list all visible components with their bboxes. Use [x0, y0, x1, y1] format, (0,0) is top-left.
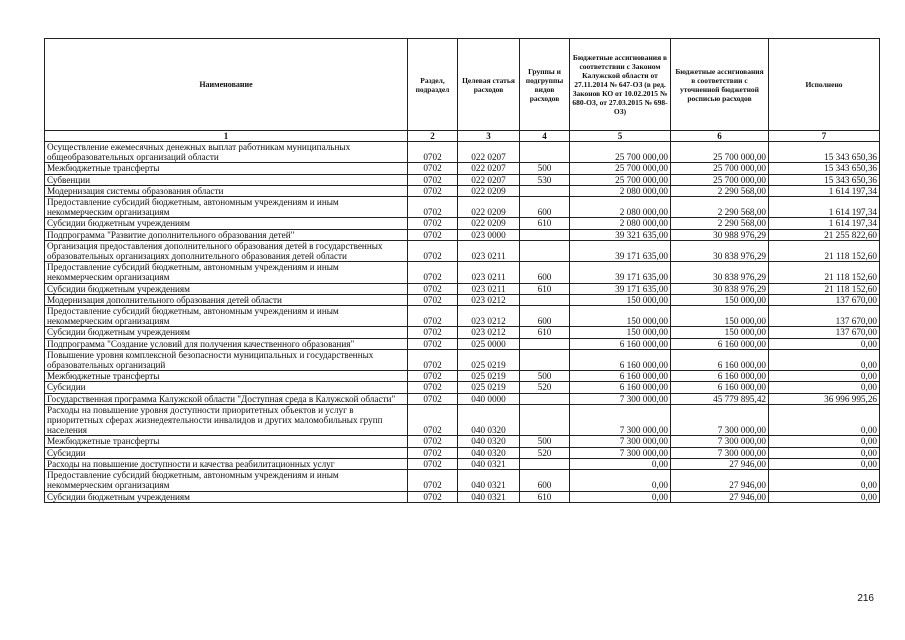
row-target: 040 0320 — [458, 404, 520, 436]
row-section: 0702 — [408, 470, 458, 491]
row-law-amount: 150 000,00 — [570, 327, 671, 338]
row-refined-amount: 25 700 000,00 — [671, 174, 769, 185]
row-executed-amount: 0,00 — [769, 491, 880, 502]
row-name: Предоставление субсидий бюджетным, автономным учреждениям и иным некоммерческим организациям — [45, 197, 408, 218]
row-section: 0702 — [408, 458, 458, 469]
row-refined-amount: 25 700 000,00 — [671, 163, 769, 174]
row-group: 500 — [520, 163, 570, 174]
row-executed-amount: 21 118 152,60 — [769, 283, 880, 294]
table-row — [45, 185, 880, 196]
row-target: 023 0211 — [458, 262, 520, 283]
row-refined-amount: 7 300 000,00 — [671, 436, 769, 447]
row-executed-amount: 0,00 — [769, 371, 880, 382]
table-row — [45, 174, 880, 185]
row-section: 0702 — [408, 218, 458, 229]
row-executed-amount: 0,00 — [769, 436, 880, 447]
row-executed-amount: 137 670,00 — [769, 306, 880, 327]
row-law-amount: 6 160 000,00 — [570, 349, 671, 370]
table-row — [45, 283, 880, 294]
column-number: 4 — [520, 131, 570, 142]
header-section: Раздел, подраздел — [408, 39, 458, 131]
row-law-amount: 0,00 — [570, 470, 671, 491]
row-law-amount: 6 160 000,00 — [570, 338, 671, 349]
row-section: 0702 — [408, 163, 458, 174]
table-row — [45, 218, 880, 229]
table-row — [45, 447, 880, 458]
row-target: 025 0219 — [458, 349, 520, 370]
row-executed-amount: 0,00 — [769, 470, 880, 491]
table-row — [45, 197, 880, 218]
table-row — [45, 306, 880, 327]
row-name: Межбюджетные трансферты — [45, 436, 408, 447]
row-group — [520, 349, 570, 370]
header-refined: Бюджетные ассигнования в соответствии с уточненной бюджетной росписью расходов — [671, 39, 769, 131]
table-row — [45, 262, 880, 283]
row-refined-amount: 150 000,00 — [671, 306, 769, 327]
table-row — [45, 338, 880, 349]
row-group: 520 — [520, 382, 570, 393]
row-law-amount: 2 080 000,00 — [570, 185, 671, 196]
row-target: 022 0207 — [458, 142, 520, 163]
table-row — [45, 491, 880, 502]
row-target: 040 0321 — [458, 470, 520, 491]
column-number: 2 — [408, 131, 458, 142]
row-group: 520 — [520, 447, 570, 458]
row-target: 022 0209 — [458, 197, 520, 218]
row-law-amount: 7 300 000,00 — [570, 436, 671, 447]
row-law-amount: 2 080 000,00 — [570, 218, 671, 229]
row-group — [520, 404, 570, 436]
row-refined-amount: 6 160 000,00 — [671, 349, 769, 370]
row-section: 0702 — [408, 436, 458, 447]
column-number: 5 — [570, 131, 671, 142]
row-target: 022 0207 — [458, 174, 520, 185]
row-law-amount: 150 000,00 — [570, 306, 671, 327]
row-name: Субсидии бюджетным учреждениям — [45, 327, 408, 338]
row-refined-amount: 27 946,00 — [671, 470, 769, 491]
row-name: Организация предоставления дополнительного образования детей в государственных образовательных организациях дополнительного образования детей области — [45, 240, 408, 261]
row-group — [520, 142, 570, 163]
column-number: 7 — [769, 131, 880, 142]
row-executed-amount: 0,00 — [769, 382, 880, 393]
row-section: 0702 — [408, 371, 458, 382]
row-section: 0702 — [408, 491, 458, 502]
budget-table-sheet — [44, 38, 879, 503]
column-number: 3 — [458, 131, 520, 142]
row-executed-amount: 137 670,00 — [769, 327, 880, 338]
column-number-row — [45, 131, 880, 142]
row-refined-amount: 7 300 000,00 — [671, 404, 769, 436]
row-law-amount: 39 171 635,00 — [570, 262, 671, 283]
row-group: 530 — [520, 174, 570, 185]
row-law-amount: 150 000,00 — [570, 294, 671, 305]
row-executed-amount: 15 343 650,36 — [769, 142, 880, 163]
table-row — [45, 382, 880, 393]
header-target: Целевая статья расходов — [458, 39, 520, 131]
row-group — [520, 185, 570, 196]
row-section: 0702 — [408, 185, 458, 196]
row-target: 040 0321 — [458, 491, 520, 502]
row-group — [520, 458, 570, 469]
row-target: 040 0320 — [458, 436, 520, 447]
row-name: Модернизация системы образования области — [45, 185, 408, 196]
row-section: 0702 — [408, 283, 458, 294]
table-row — [45, 163, 880, 174]
row-group — [520, 393, 570, 404]
row-name: Субсидии бюджетным учреждениям — [45, 491, 408, 502]
row-refined-amount: 30 988 976,29 — [671, 229, 769, 240]
table-row — [45, 349, 880, 370]
table-row — [45, 327, 880, 338]
row-section: 0702 — [408, 197, 458, 218]
budget-table — [44, 38, 880, 503]
header-law: Бюджетные ассигнования в соответствии с Законом Калужской области от 27.11.2014 № 647-ОЗ (в ред. Законов КО от 10.02.2015 № 680-ОЗ, от 27.03.2015 № 698-ОЗ) — [570, 39, 671, 131]
row-executed-amount: 0,00 — [769, 458, 880, 469]
row-law-amount: 39 171 635,00 — [570, 240, 671, 261]
row-executed-amount: 15 343 650,36 — [769, 174, 880, 185]
table-row — [45, 294, 880, 305]
row-executed-amount: 21 118 152,60 — [769, 240, 880, 261]
row-target: 022 0209 — [458, 218, 520, 229]
row-executed-amount: 15 343 650,36 — [769, 163, 880, 174]
row-section: 0702 — [408, 240, 458, 261]
row-name: Государственная программа Калужской области "Доступная среда в Калужской области" — [45, 393, 408, 404]
row-name: Осуществление ежемесячных денежных выплат работникам муниципальных общеобразовательных организаций области — [45, 142, 408, 163]
row-name: Предоставление субсидий бюджетным, автономным учреждениям и иным некоммерческим организациям — [45, 306, 408, 327]
row-refined-amount: 30 838 976,29 — [671, 262, 769, 283]
row-group — [520, 229, 570, 240]
column-number: 6 — [671, 131, 769, 142]
row-target: 022 0209 — [458, 185, 520, 196]
row-refined-amount: 6 160 000,00 — [671, 338, 769, 349]
row-law-amount: 6 160 000,00 — [570, 382, 671, 393]
row-group: 610 — [520, 327, 570, 338]
row-section: 0702 — [408, 262, 458, 283]
row-target: 040 0000 — [458, 393, 520, 404]
row-refined-amount: 150 000,00 — [671, 327, 769, 338]
table-row — [45, 229, 880, 240]
row-group: 500 — [520, 371, 570, 382]
table-row — [45, 436, 880, 447]
row-group: 600 — [520, 470, 570, 491]
row-name: Субсидии бюджетным учреждениям — [45, 283, 408, 294]
row-group: 500 — [520, 436, 570, 447]
row-section: 0702 — [408, 294, 458, 305]
row-group: 600 — [520, 197, 570, 218]
row-name: Подпрограмма "Развитие дополнительного образования детей" — [45, 229, 408, 240]
row-law-amount: 7 300 000,00 — [570, 393, 671, 404]
row-group — [520, 294, 570, 305]
row-group — [520, 240, 570, 261]
row-target: 025 0219 — [458, 382, 520, 393]
table-row — [45, 458, 880, 469]
row-name: Межбюджетные трансферты — [45, 371, 408, 382]
row-executed-amount: 1 614 197,34 — [769, 185, 880, 196]
row-refined-amount: 150 000,00 — [671, 294, 769, 305]
row-refined-amount: 6 160 000,00 — [671, 382, 769, 393]
row-section: 0702 — [408, 404, 458, 436]
row-name: Модернизация дополнительного образования детей области — [45, 294, 408, 305]
row-refined-amount: 7 300 000,00 — [671, 447, 769, 458]
row-group: 610 — [520, 218, 570, 229]
header-executed: Исполнено — [769, 39, 880, 131]
row-name: Расходы на повышение уровня доступности приоритетных объектов и услуг в приоритетных сферах жизнедеятельности инвалидов и других маломобильных групп населения — [45, 404, 408, 436]
row-executed-amount: 0,00 — [769, 404, 880, 436]
table-row — [45, 142, 880, 163]
header-groups: Группы и подгруппы видов расходов — [520, 39, 570, 131]
row-name: Субсидии бюджетным учреждениям — [45, 218, 408, 229]
row-executed-amount: 0,00 — [769, 338, 880, 349]
row-name: Субсидии — [45, 382, 408, 393]
row-refined-amount: 2 290 568,00 — [671, 197, 769, 218]
row-law-amount: 25 700 000,00 — [570, 174, 671, 185]
row-law-amount: 39 171 635,00 — [570, 283, 671, 294]
row-target: 040 0321 — [458, 458, 520, 469]
row-refined-amount: 30 838 976,29 — [671, 240, 769, 261]
row-refined-amount: 25 700 000,00 — [671, 142, 769, 163]
column-number: 1 — [45, 131, 408, 142]
header-row — [45, 39, 880, 131]
row-section: 0702 — [408, 229, 458, 240]
row-group: 600 — [520, 306, 570, 327]
row-name: Межбюджетные трансферты — [45, 163, 408, 174]
row-group: 600 — [520, 262, 570, 283]
row-target: 025 0000 — [458, 338, 520, 349]
row-target: 022 0207 — [458, 163, 520, 174]
row-target: 040 0320 — [458, 447, 520, 458]
table-body — [45, 142, 880, 503]
row-group: 610 — [520, 283, 570, 294]
row-name: Повышение уровня комплексной безопасности муниципальных и государственных образовательных организаций — [45, 349, 408, 370]
row-refined-amount: 45 779 895,42 — [671, 393, 769, 404]
row-target: 023 0212 — [458, 327, 520, 338]
row-section: 0702 — [408, 393, 458, 404]
row-group: 610 — [520, 491, 570, 502]
row-law-amount: 25 700 000,00 — [570, 142, 671, 163]
table-row — [45, 371, 880, 382]
row-law-amount: 25 700 000,00 — [570, 163, 671, 174]
row-section: 0702 — [408, 327, 458, 338]
row-executed-amount: 0,00 — [769, 447, 880, 458]
row-executed-amount: 36 996 995,26 — [769, 393, 880, 404]
row-section: 0702 — [408, 306, 458, 327]
row-refined-amount: 27 946,00 — [671, 491, 769, 502]
row-executed-amount: 1 614 197,34 — [769, 218, 880, 229]
row-name: Подпрограмма "Создание условий для получения качественного образования" — [45, 338, 408, 349]
row-law-amount: 2 080 000,00 — [570, 197, 671, 218]
row-name: Предоставление субсидий бюджетным, автономным учреждениям и иным некоммерческим организациям — [45, 262, 408, 283]
row-target: 023 0211 — [458, 240, 520, 261]
table-row — [45, 393, 880, 404]
row-executed-amount: 137 670,00 — [769, 294, 880, 305]
table-row — [45, 240, 880, 261]
row-law-amount: 39 321 635,00 — [570, 229, 671, 240]
row-target: 025 0219 — [458, 371, 520, 382]
row-law-amount: 6 160 000,00 — [570, 371, 671, 382]
row-name: Субвенции — [45, 174, 408, 185]
row-law-amount: 0,00 — [570, 491, 671, 502]
row-executed-amount: 1 614 197,34 — [769, 197, 880, 218]
table-row — [45, 404, 880, 436]
row-target: 023 0211 — [458, 283, 520, 294]
row-target: 023 0000 — [458, 229, 520, 240]
row-refined-amount: 27 946,00 — [671, 458, 769, 469]
row-law-amount: 0,00 — [570, 458, 671, 469]
row-target: 023 0212 — [458, 306, 520, 327]
row-section: 0702 — [408, 447, 458, 458]
row-refined-amount: 2 290 568,00 — [671, 185, 769, 196]
row-name: Предоставление субсидий бюджетным, автономным учреждениям и иным некоммерческим организациям — [45, 470, 408, 491]
row-section: 0702 — [408, 174, 458, 185]
row-section: 0702 — [408, 382, 458, 393]
row-executed-amount: 21 118 152,60 — [769, 262, 880, 283]
row-section: 0702 — [408, 349, 458, 370]
table-row — [45, 470, 880, 491]
row-name: Субсидии — [45, 447, 408, 458]
row-refined-amount: 6 160 000,00 — [671, 371, 769, 382]
row-group — [520, 338, 570, 349]
page-number: 216 — [857, 593, 874, 604]
row-law-amount: 7 300 000,00 — [570, 404, 671, 436]
row-refined-amount: 30 838 976,29 — [671, 283, 769, 294]
row-refined-amount: 2 290 568,00 — [671, 218, 769, 229]
row-executed-amount: 21 255 822,60 — [769, 229, 880, 240]
row-law-amount: 7 300 000,00 — [570, 447, 671, 458]
row-section: 0702 — [408, 142, 458, 163]
row-name: Расходы на повышение доступности и качества реабилитационных услуг — [45, 458, 408, 469]
row-executed-amount: 0,00 — [769, 349, 880, 370]
row-section: 0702 — [408, 338, 458, 349]
row-target: 023 0212 — [458, 294, 520, 305]
header-name: Наименование — [45, 39, 408, 131]
